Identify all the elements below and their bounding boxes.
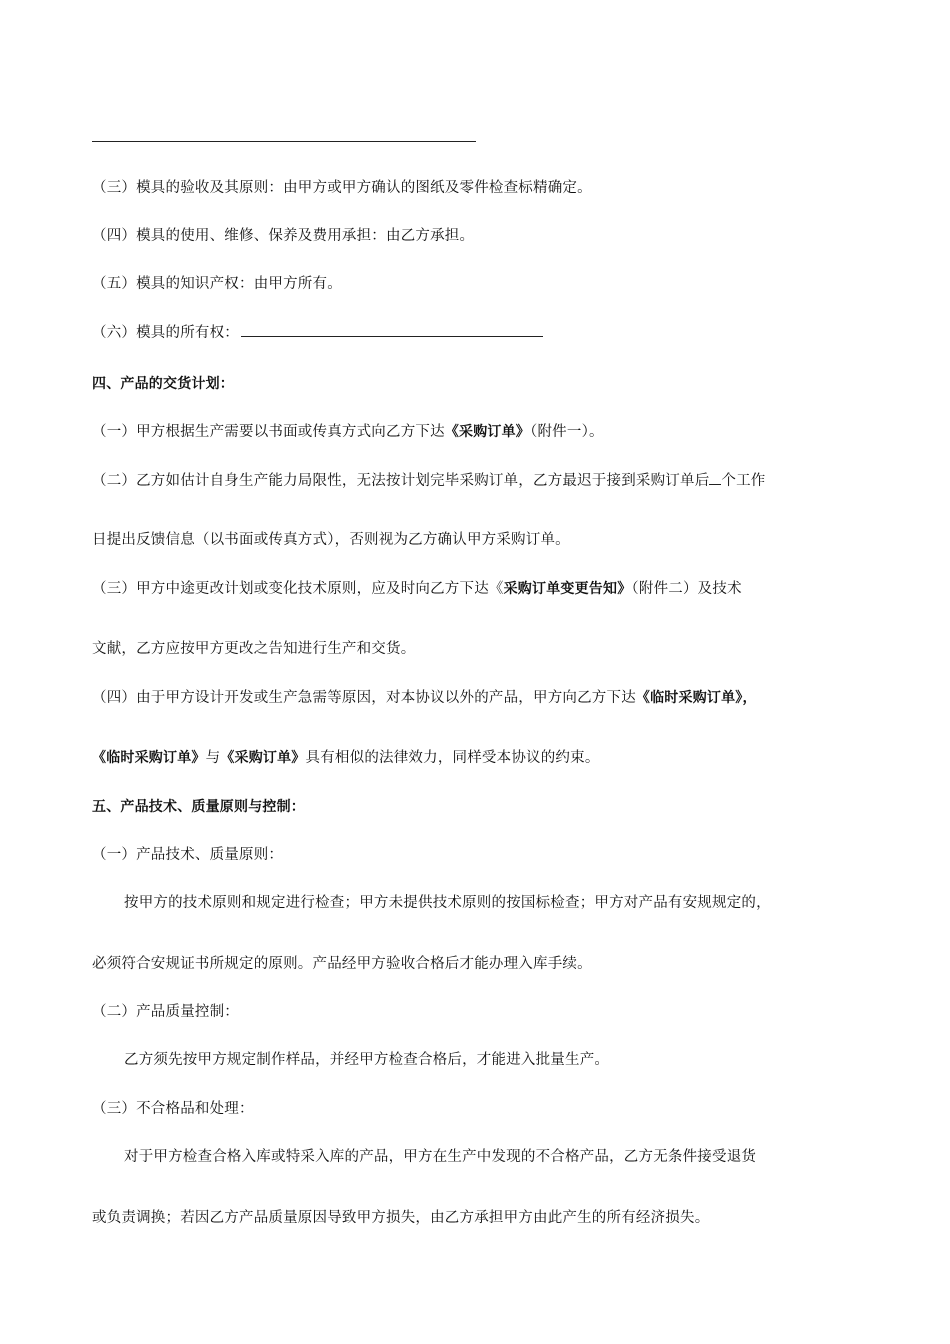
- mold-acceptance-clause: （三）模具的验收及其原则：由甲方或甲方确认的图纸及零件检查标精确定。: [92, 180, 592, 196]
- clause-text: （附件二）及技术: [631, 581, 742, 597]
- quality-sub-2-para: 乙方须先按甲方规定制作样品，并经甲方检查合格后，才能进入批量生产。: [124, 1052, 610, 1068]
- mold-ownership-clause: [92, 322, 543, 343]
- clause-text: 《: [488, 581, 504, 597]
- quality-sub-1-para-line-1: 按甲方的技术原则和规定进行检查；甲方未提供技术原则的按国标检查；甲方对产品有安规规定的，: [124, 895, 771, 911]
- clause-text: （一）甲方根据生产需要以书面或传真方式向乙方下达: [92, 424, 445, 440]
- delivery-clause-3-line-2: 文献，乙方应按甲方更改之告知进行生产和交货。: [92, 641, 416, 657]
- quality-sub-3-para-line-1: 对于甲方检查合格入库或特采入库的产品，甲方在生产中发现的不合格产品，乙方无条件接受退货: [124, 1149, 757, 1165]
- quality-sub-3-para-line-2: 或负责调换；若因乙方产品质量原因导致甲方损失，由乙方承担甲方由此产生的所有经济损失。: [92, 1210, 710, 1226]
- clause-text: 与: [205, 750, 221, 766]
- ownership-blank: [241, 322, 543, 337]
- quality-sub-1-title: （一）产品技术、质量原则：: [92, 847, 284, 863]
- delivery-clause-4-line-2: [92, 748, 600, 768]
- clause-text: （三）甲方中途更改计划或变化技术原则，应及时向乙方下达: [92, 581, 489, 597]
- delivery-clause-1: [92, 422, 604, 442]
- purchase-order-term: 《采购订单》: [220, 750, 306, 766]
- delivery-clause-4-line-1: [92, 688, 757, 708]
- temp-purchase-order-term: 《临时采购订单》: [92, 750, 206, 766]
- clause-text: （二）乙方如估计自身生产能力局限性，无法按计划完毕采购订单，乙方最迟于接到采购订单后: [92, 473, 710, 489]
- days-blank: [709, 470, 721, 485]
- temp-purchase-order-term: 《临时采购订单》，: [635, 690, 757, 706]
- clause-text: 个工作: [721, 473, 766, 489]
- quality-sub-3-title: （三）不合格品和处理：: [92, 1101, 254, 1117]
- section-4-heading: 四、产品的交货计划：: [92, 376, 234, 392]
- purchase-order-term: 《采购订单》: [444, 424, 531, 440]
- clause-text: （四）由于甲方设计开发或生产急需等原因，对本协议以外的产品，甲方向乙方下达: [92, 690, 636, 706]
- quality-sub-2-title: （二）产品质量控制：: [92, 1004, 239, 1020]
- delivery-clause-2-line-2: 日提出反馈信息（以书面或传真方式），否则视为乙方确认甲方采购订单。: [92, 532, 570, 548]
- section-5-heading: 五、产品技术、质量原则与控制：: [92, 799, 305, 815]
- fill-in-blank-line: [92, 141, 476, 142]
- clause-text: 具有相似的法律效力，同样受本协议的约束。: [305, 750, 600, 766]
- delivery-clause-2-line-1: [92, 470, 766, 491]
- clause-text: （附件一）。: [530, 424, 604, 440]
- mold-maintenance-clause: （四）模具的使用、维修、保养及费用承担：由乙方承担。: [92, 228, 475, 244]
- mold-ownership-label: （六）模具的所有权：: [92, 325, 239, 341]
- quality-sub-1-para-line-2: 必须符合安规证书所规定的原则。产品经甲方验收合格后才能办理入库手续。: [92, 956, 592, 972]
- order-change-notice-term: 采购订单变更告知》: [503, 581, 632, 597]
- mold-ip-clause: （五）模具的知识产权：由甲方所有。: [92, 276, 342, 292]
- delivery-clause-3-line-1: [92, 579, 742, 599]
